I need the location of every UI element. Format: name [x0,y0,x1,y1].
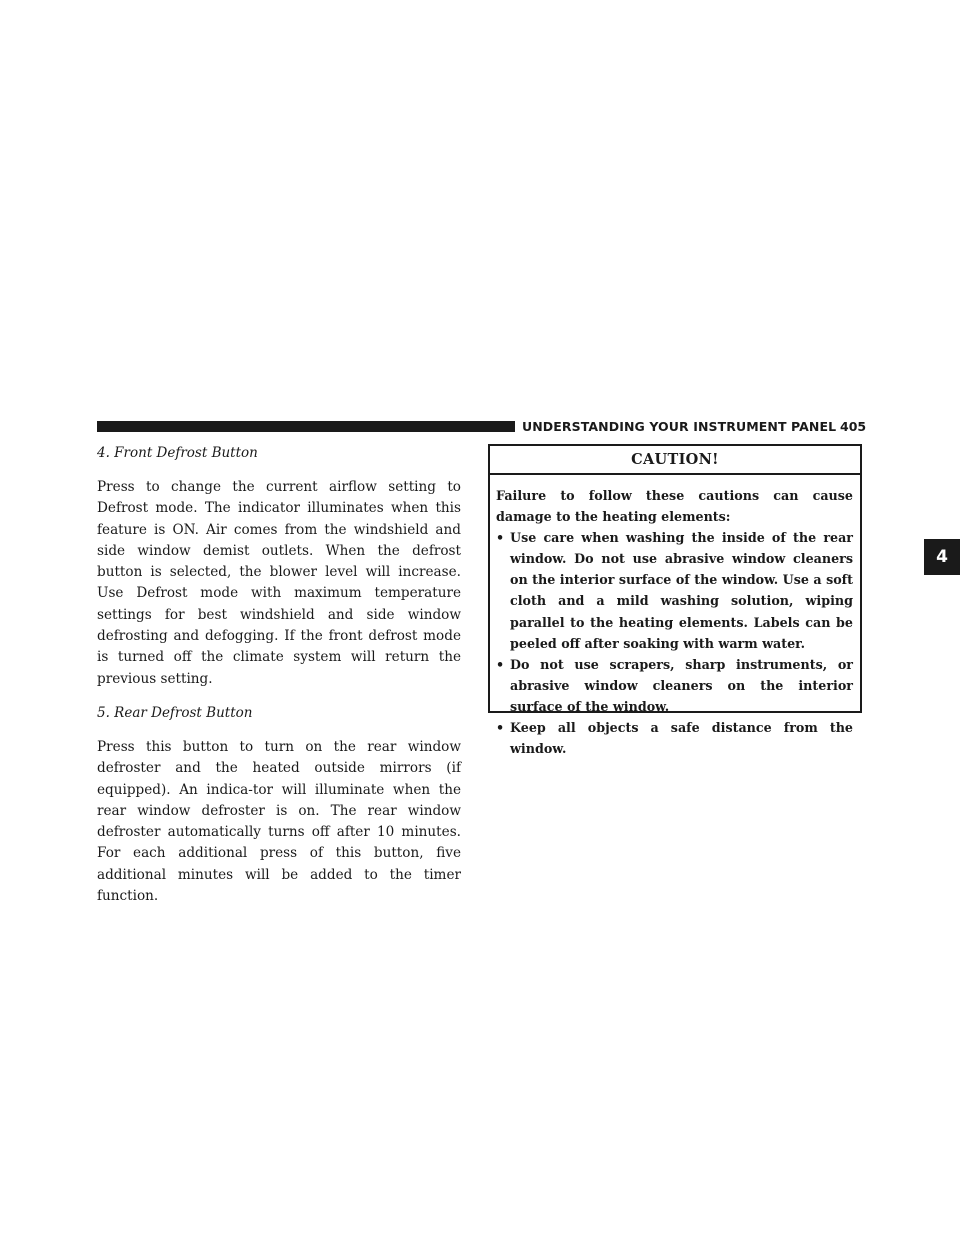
page-number: 405 [840,419,867,434]
bullet-icon: • [496,656,505,672]
caution-list [496,527,853,759]
paragraph-front-defrost: Press to change the current airflow setting to Defrost mode. The indicator illuminates when this feature is ON. Air comes from the windshield and side window demist outlets. When the defrost button is selected, the blower level will increase. Use Defrost mode with maximum temperature settings for best windshield and side window defrosting and defogging. If the front defrost mode is turned off the climate system will return the previous setting. [97,479,461,687]
section-heading-rear-defrost: 5. Rear Defrost Button [97,704,253,721]
caution-intro: Failure to follow these cautions can cause damage to the heating elements: [496,488,853,525]
caution-item [496,654,853,717]
caution-item-text: Use care when washing the inside of the rear window. Do not use abrasive window cleaners on the interior surface of the window. Use a soft cloth and a mild washing solution, wiping parallel to the heating elements. Labels can be peeled off after soaking with warm water. [510,530,853,651]
bullet-icon: • [496,530,505,546]
left-column [97,444,461,921]
caution-item-text: Keep all objects a safe distance from the window. [510,720,853,757]
caution-item [496,527,853,654]
running-header-title: UNDERSTANDING YOUR INSTRUMENT PANEL [522,419,837,434]
chapter-tab: 4 [924,539,960,575]
caution-title: CAUTION! [490,446,860,475]
section-heading-front-defrost: 4. Front Defrost Button [97,445,258,461]
caution-item-text: Do not use scrapers, sharp instruments, or abrasive window cleaners on the interior surface of the window. [510,656,853,714]
paragraph-rear-defrost: Press this button to turn on the rear window defroster and the heated outside mirrors (if equipped). An indica-tor will illuminate when the rear window defroster is on. The rear window defroster automatically turns off after 10 minutes. For each additional press of this button, five additional minutes will be added to the timer function. [97,738,461,905]
caution-body [490,475,860,759]
header-rule [97,421,515,432]
caution-box [488,444,862,757]
caution-item [496,717,853,759]
bullet-icon: • [496,720,505,736]
